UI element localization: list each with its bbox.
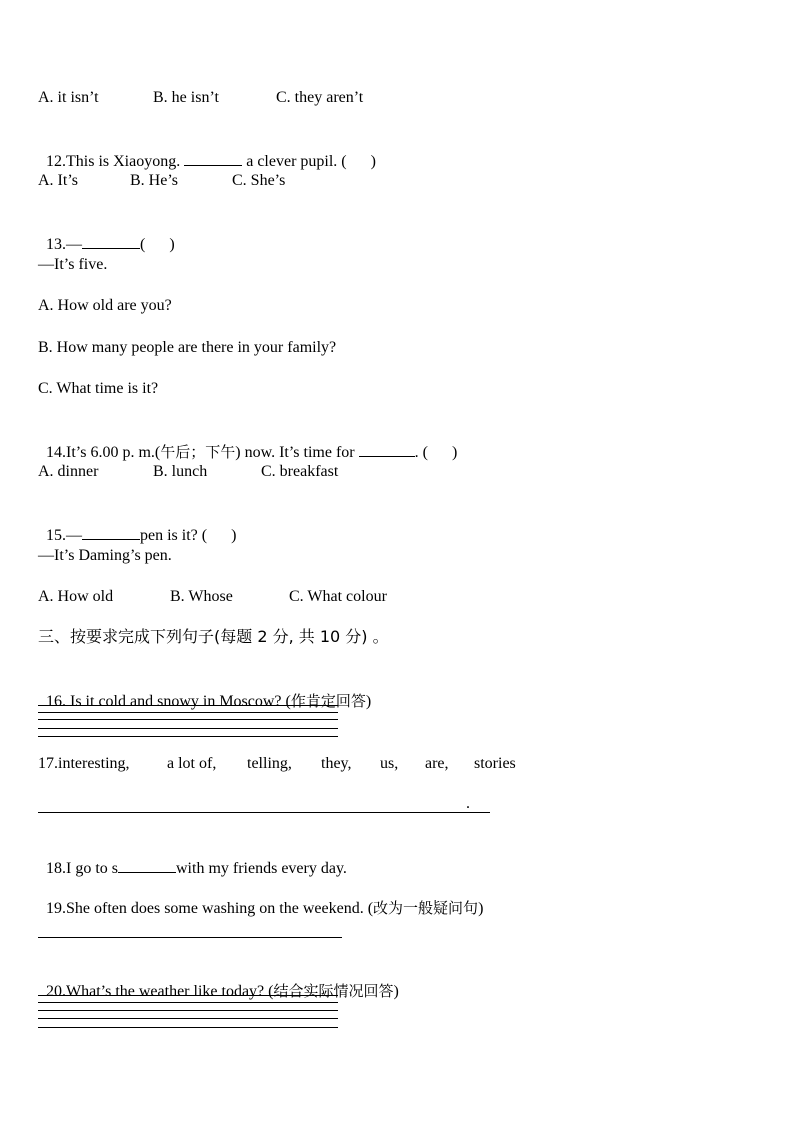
- q14-option-a: A. dinner: [38, 463, 99, 480]
- q14-blank[interactable]: [359, 441, 415, 457]
- q20-end: ): [393, 983, 399, 1000]
- q14-end: . ( ): [414, 444, 458, 461]
- answer-line: [38, 1027, 338, 1028]
- q17-period: .: [466, 795, 470, 812]
- question-19: [38, 878, 483, 919]
- q16-end: ): [365, 693, 372, 710]
- question-13: [38, 213, 175, 255]
- q15-option-a: A. How old: [38, 588, 114, 605]
- q16-cjk-note: 作肯定回答: [290, 692, 366, 710]
- question-14: [38, 421, 457, 463]
- q11-option-a: A. it isn’t: [38, 89, 99, 106]
- question-12: [38, 130, 376, 172]
- q12-blank[interactable]: [184, 150, 242, 166]
- q13-option-c: C. What time is it?: [38, 380, 159, 397]
- q19-cjk-note: 改为一般疑问句: [373, 899, 479, 917]
- q13-option-b: B. How many people are there in your family?: [38, 339, 337, 356]
- q19-answer-line[interactable]: [38, 937, 342, 938]
- q11-option-c: C. they aren’t: [276, 89, 364, 106]
- q13-suffix: ( ): [140, 236, 175, 253]
- q12-option-b: B. He’s: [130, 172, 178, 189]
- q15-option-b: B. Whose: [170, 588, 233, 605]
- answer-line: [38, 1018, 338, 1019]
- q17-word: us,: [380, 755, 399, 772]
- q15-option-c: C. What colour: [289, 588, 387, 605]
- q14-cjk-note: 午后；下午: [160, 443, 236, 461]
- q13-option-a: A. How old are you?: [38, 297, 172, 314]
- q11-option-b: B. he isn’t: [153, 89, 219, 106]
- q13-prefix: 13.—: [46, 236, 82, 253]
- answer-line: [38, 719, 338, 720]
- q18-suffix: with my friends every day.: [176, 860, 347, 877]
- q17-word: they,: [321, 755, 352, 772]
- q13-answer: —It’s five.: [38, 256, 108, 273]
- q12-suffix: a clever pupil. ( ): [242, 153, 376, 170]
- q18-blank[interactable]: [118, 857, 176, 873]
- q17-word: a lot of,: [167, 755, 217, 772]
- q20-cjk-note: 结合实际情况回答: [273, 982, 394, 1000]
- section-3-heading: 三、按要求完成下列句子(每题 2 分, 共 10 分) 。: [38, 627, 389, 646]
- q12-prefix: 12.This is Xiaoyong.: [46, 153, 185, 170]
- q19-end: ): [478, 900, 484, 917]
- q17-word: are,: [425, 755, 449, 772]
- q12-option-a: A. It’s: [38, 172, 78, 189]
- q17-answer-line[interactable]: [38, 812, 490, 813]
- answer-line: [38, 1002, 338, 1003]
- q15-answer: —It’s Daming’s pen.: [38, 547, 172, 564]
- q17-word: telling,: [247, 755, 292, 772]
- q17-word: 17.interesting,: [38, 755, 130, 772]
- answer-line: [38, 705, 338, 706]
- q15-prefix: 15.—: [46, 527, 82, 544]
- answer-line: [38, 995, 338, 996]
- q18-prefix: 18.I go to s: [46, 860, 118, 877]
- q20-text: 20.What’s the weather like today? (: [46, 983, 274, 1000]
- answer-line: [38, 1010, 338, 1011]
- q15-blank[interactable]: [82, 524, 140, 540]
- q14-suffix: ) now. It’s time for: [235, 444, 359, 461]
- q14-option-b: B. lunch: [153, 463, 208, 480]
- question-18: [38, 837, 347, 879]
- answer-line: [38, 712, 338, 713]
- q15-suffix: pen is it? ( ): [140, 527, 237, 544]
- q17-word: stories: [474, 755, 516, 772]
- q14-prefix: 14.It’s 6.00 p. m.(: [46, 444, 161, 461]
- answer-line: [38, 728, 338, 729]
- q14-option-c: C. breakfast: [261, 463, 339, 480]
- answer-line: [38, 736, 338, 737]
- q13-blank[interactable]: [82, 233, 140, 249]
- q16-text: 16. Is it cold and snowy in Moscow? (: [46, 693, 291, 710]
- question-15: [38, 504, 236, 546]
- q12-option-c: C. She’s: [232, 172, 286, 189]
- q19-text: 19.She often does some washing on the weekend. (: [46, 900, 374, 917]
